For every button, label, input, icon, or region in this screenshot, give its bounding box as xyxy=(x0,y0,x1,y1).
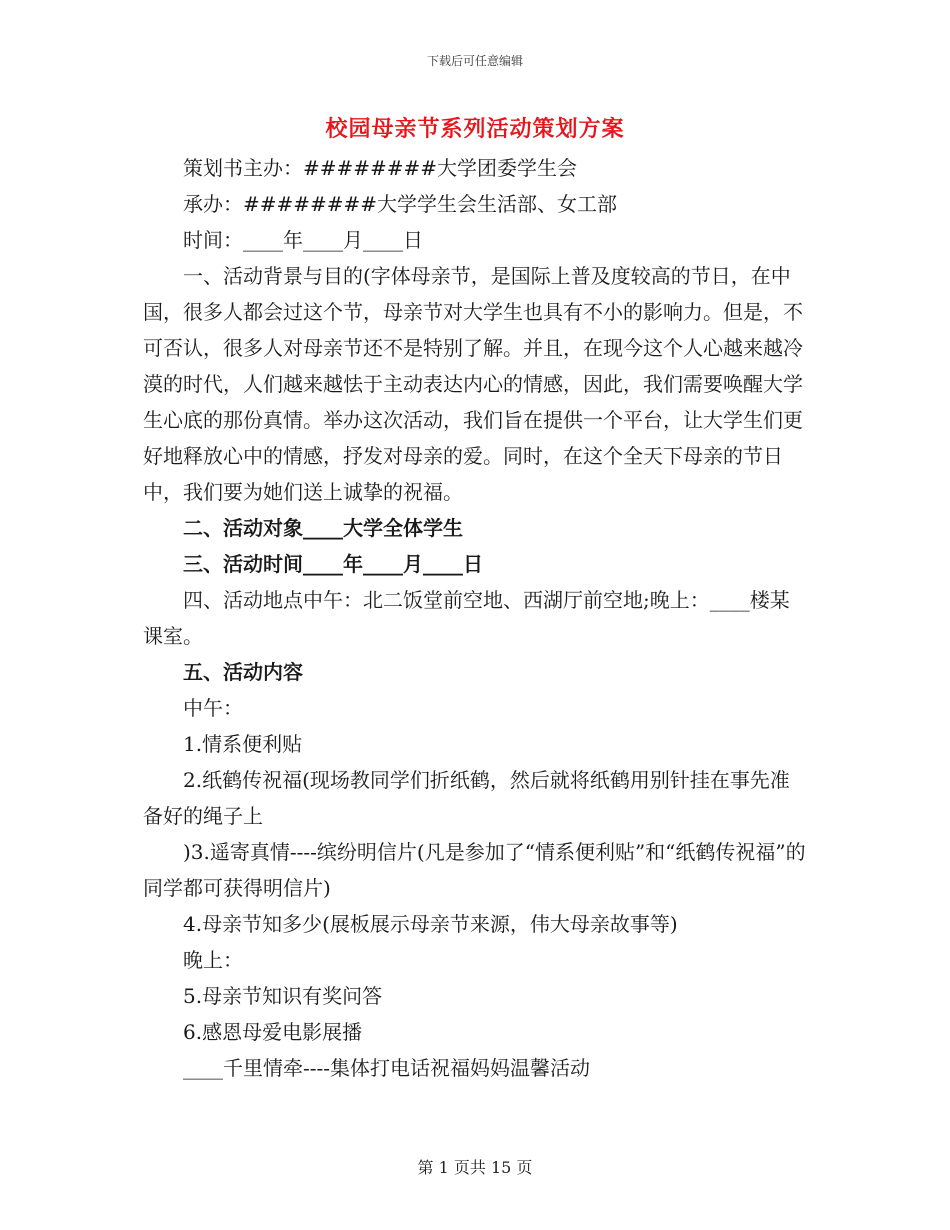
organizer-line: 策划书主办：########大学团委学生会 xyxy=(183,156,578,180)
activity-item-4: 4.母亲节知多少(展板展示母亲节来源，伟大母亲故事等) xyxy=(183,912,678,936)
activity-item-2: 2.纸鹤传祝福(现场教同学们折纸鹤，然后就将纸鹤用别针挂在事先准备好的绳子上 xyxy=(143,768,790,828)
section-4-location: 四、活动地点中午：北二饭堂前空地、西湖厅前空地;晚上：____楼某课室。 xyxy=(143,588,790,648)
document-title: 校园母亲节系列活动策划方案 xyxy=(325,116,625,142)
page-header-note: 下载后可任意编辑 xyxy=(426,54,523,68)
section-3-time: 三、活动时间____年____月____日 xyxy=(183,552,483,576)
section-2-audience: 二、活动对象____大学全体学生 xyxy=(183,516,463,540)
activity-item-7: ____千里情牵----集体打电话祝福妈妈温馨活动 xyxy=(183,1056,591,1080)
noon-label: 中午： xyxy=(183,696,243,720)
co-organizer-line: 承办：########大学学生会生活部、女工部 xyxy=(183,192,618,216)
section-1-background: 一、活动背景与目的(字体母亲节，是国际上普及度较高的节日，在中国，很多人都会过这个节，母亲节对大学生也具有不小的影响力。但是，不可否认，很多人对母亲节还不是特别了解。并且，在现今这个人心越来越冷漠的时代，人们越来越怯于主动表达内心的情感，因此，我们需要唤醒大学生心底的那份真情。举办这次活动，我们旨在提供一个平台，让大学生们更好地释放心中的情感，抒发对母亲的爱。同时，在这个全天下母亲的节日中，我们要为她们送上诚挚的祝福。 xyxy=(143,264,803,504)
activity-item-5: 5.母亲节知识有奖问答 xyxy=(183,984,383,1008)
section-5-content-heading: 五、活动内容 xyxy=(183,660,303,684)
activity-item-1: 1.情系便利贴 xyxy=(183,732,303,756)
activity-item-6: 6.感恩母爱电影展播 xyxy=(183,1020,363,1044)
document-body xyxy=(143,150,809,1086)
activity-item-3: )3.遥寄真情----缤纷明信片(凡是参加了“情系便利贴”和“纸鹤传祝福”的同学都可获得明信片) xyxy=(143,840,806,900)
evening-label: 晚上： xyxy=(183,948,243,972)
time-line: 时间：____年____月____日 xyxy=(183,228,423,252)
page-footer-number: 第 1 页共 15 页 xyxy=(417,1158,533,1177)
